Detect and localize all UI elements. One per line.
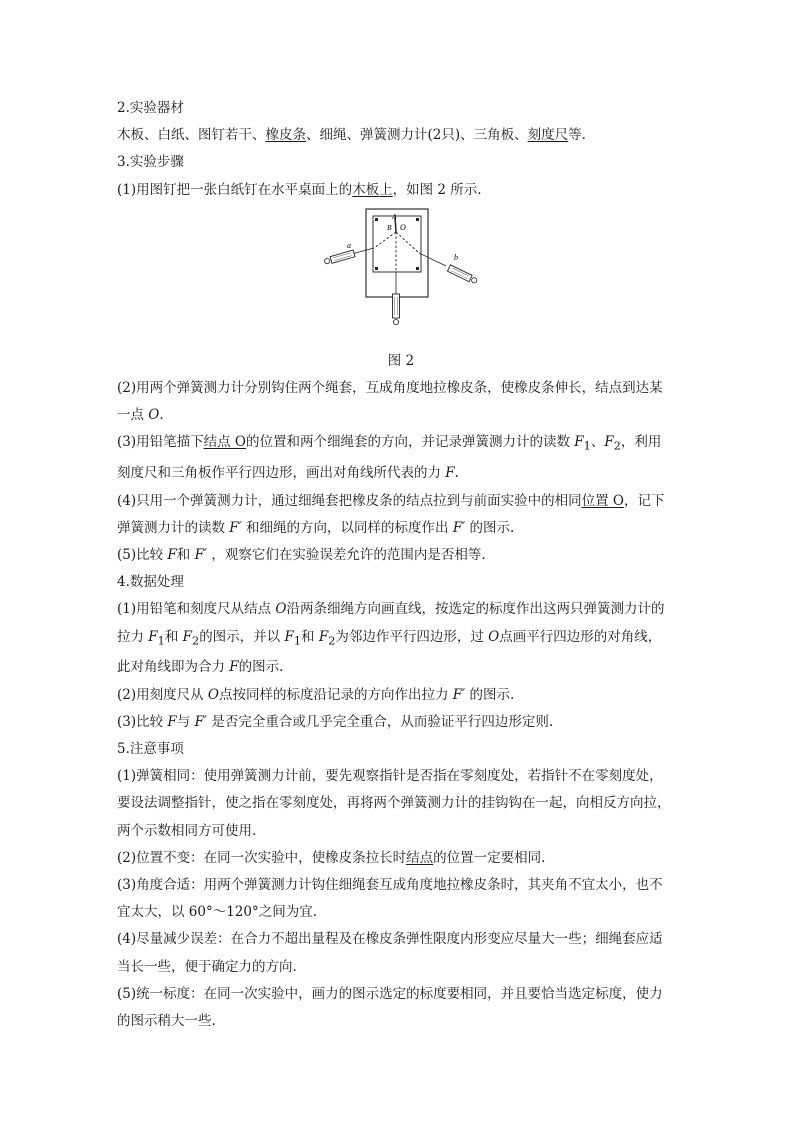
data-3: (3)比较 F与 F′ 是否完全重合或几乎完全重合，从而验证平行四边形定则.	[117, 713, 554, 730]
section-heading-steps: 3.实验步骤	[117, 154, 184, 171]
apparatus-diagram	[314, 208, 494, 326]
note-3-line-1: (3)角度合适：用两个弹簧测力计钩住细绳套互成角度地拉橡皮条时，其夹角不宜太小，也不	[117, 877, 663, 894]
pin-icon	[416, 267, 419, 270]
underlined-term: 橡皮条	[265, 127, 306, 144]
step-4-line-1: (4)只用一个弹簧测力计，通过细绳套把橡皮条的结点拉到与前面实验中的相同位置 O，记下	[117, 492, 665, 509]
label-O: O	[400, 222, 406, 232]
step-3-line-2: 刻度尺和三角板作平行四边形，画出对角线所代表的力 F.	[117, 465, 459, 482]
spring-balance-icon	[393, 294, 400, 325]
document-body	[117, 95, 685, 1035]
step-2-line-1: (2)用两个弹簧测力计分别钩住两个绳套，互成角度地拉橡皮条，使橡皮条伸长，结点到达某	[117, 380, 663, 397]
string-b	[419, 253, 446, 266]
step-2-line-2: 一点 O.	[117, 407, 164, 424]
note-5-line-2: 的图示稍大一些.	[117, 1013, 216, 1030]
label-A: A	[392, 211, 397, 221]
section-heading-data: 4.数据处理	[117, 574, 184, 591]
pin-icon	[375, 267, 378, 270]
data-2: (2)用刻度尺从 O点按同样的标度沿记录的方向作出拉力 F′ 的图示.	[117, 686, 515, 703]
note-3-line-2: 宜太大，以 60°～120°之间为宜.	[117, 904, 318, 921]
step-5: (5)比较 F和 F′ ，观察它们在实验误差允许的范围内是否相等.	[117, 546, 486, 563]
pin-icon	[375, 218, 378, 221]
dashed-line	[374, 232, 396, 248]
data-1-line-1: (1)用铅笔和刻度尺从结点 O沿两条细绳方向画直线，按选定的标度作出这两只弹簧测力计的	[117, 601, 665, 618]
note-4-line-2: 当长一些，便于确定力的方向.	[117, 958, 297, 975]
underlined-term: 刻度尺	[527, 127, 569, 144]
underlined-term: 结点 O	[203, 434, 246, 451]
label-a: a	[347, 240, 351, 250]
figure-2	[117, 204, 685, 350]
note-1-line-1: (1)弹簧相同：使用弹簧测力计前，要先观察指针是否指在零刻度处，若指针不在零刻度处，	[117, 768, 663, 785]
data-1-line-3: 此对角线即为合力 F的图示.	[117, 659, 284, 676]
figure-caption: 图 2	[387, 352, 415, 369]
board-outline	[366, 209, 428, 297]
data-1-line-2: 拉力 $F_1$和 $F_2$的图示，并以 $F_1$和 $F_2$为邻边作平行四边形，过 O点画平行四边形的对角线，	[117, 628, 662, 648]
section-heading-materials: 2.实验器材	[117, 100, 184, 116]
note-5-line-1: (5)统一标度：在同一次实验中，画力的图示选定的标度要相同，并且要恰当选定标度，使力	[117, 985, 663, 1002]
note-4-line-1: (4)尽量减少误差：在合力不超出量程及在橡皮条弹性限度内形变应尽量大一些；细绳套应适	[117, 931, 663, 948]
underlined-term: 木板上	[352, 181, 393, 198]
label-B: B	[387, 222, 392, 232]
note-2: (2)位置不变：在同一次实验中，使橡皮条拉长时结点的位置一定要相同.	[117, 849, 546, 866]
note-1-line-3: 两个示数相同方可使用.	[117, 822, 257, 839]
step-3-line-1: (3)用铅笔描下结点 O的位置和两个细绳套的方向，并记录弹簧测力计的读数 $F_1$、$F_2$，利用	[117, 434, 662, 454]
underlined-term: 位置 O	[581, 492, 624, 509]
step-1: (1)用图钉把一张白纸钉在水平桌面上的木板上，如图 2 所示.	[117, 181, 482, 198]
materials-list: 木板、白纸、图钉若干、橡皮条、细绳、弹簧测力计(2只)、三角板、刻度尺等.	[117, 127, 586, 144]
spring-balance-icon	[447, 265, 478, 285]
dashed-line	[396, 232, 419, 253]
section-heading-notes: 5.注意事项	[117, 741, 184, 758]
step-4-line-2: 弹簧测力计的读数 F′ 和细绳的方向，以同样的标度作出 F′ 的图示.	[117, 519, 515, 536]
spring-balance-icon	[324, 250, 355, 265]
pin-icon	[416, 218, 419, 221]
note-1-line-2: 要设法调整指针，使之指在零刻度处，再将两个弹簧测力计的挂钩钩在一起，向相反方向拉，	[117, 795, 671, 812]
underlined-term: 结点	[406, 849, 434, 866]
label-b: b	[454, 252, 458, 262]
